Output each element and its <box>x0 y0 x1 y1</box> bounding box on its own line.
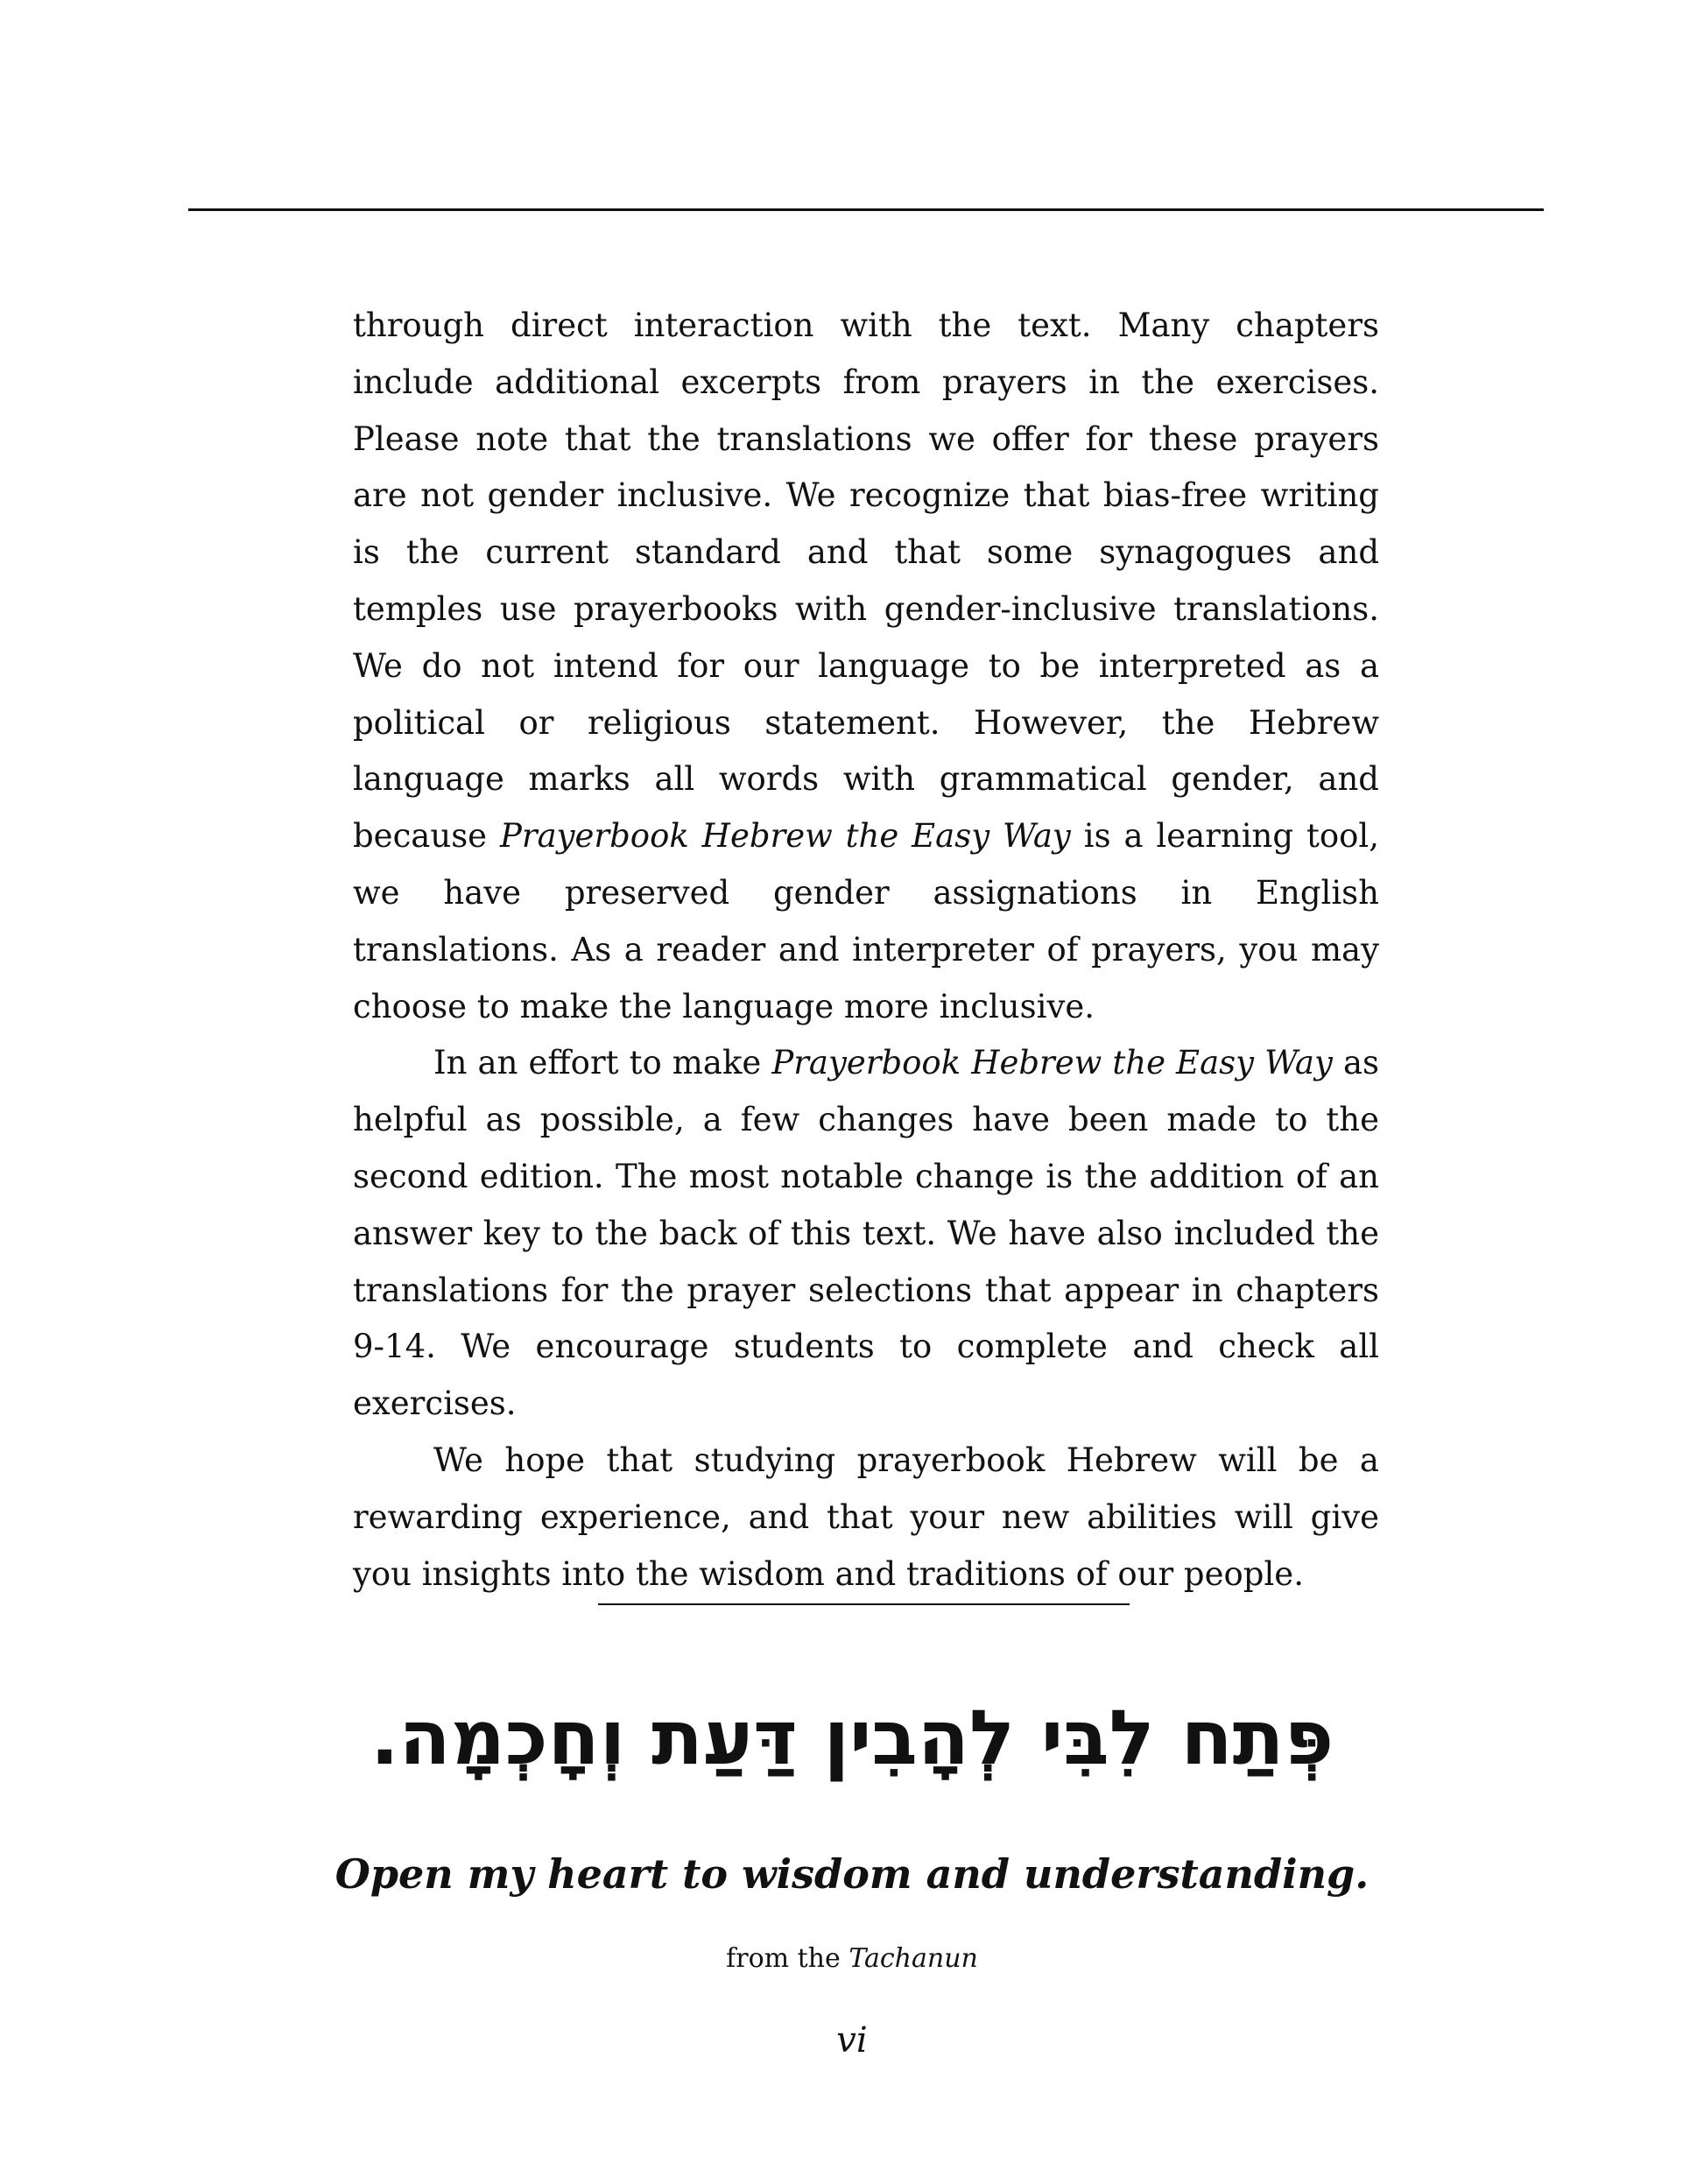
section-divider <box>598 1603 1130 1605</box>
quote-source <box>525 1940 1179 1978</box>
paragraph-3: We hope that studying prayerbook Hebrew will be a rewarding experience, and that your new abilities will give you insights into the wisdom and traditions of our people. <box>353 1441 1379 1593</box>
source-title: Tachanun <box>848 1943 978 1974</box>
paragraph-2-end: as helpful as possible, a few changes have been made to the second edition. The most notable change is the addition of an answer key to the back of this text. We have also included the translations for the prayer selections that appear in chapters 9-14. We encourage students to complete and check all exercises. <box>353 1044 1379 1423</box>
book-title: Prayerbook Hebrew the Easy Way <box>499 817 1071 856</box>
header-rule <box>188 208 1544 211</box>
body-text <box>353 298 1379 1603</box>
paragraph-1-end: is a learning tool, we have preserved gender assignations in English translations. As a reader and interpreter of prayers, you may choose to make the language more inclusive. <box>353 817 1379 1025</box>
paragraph-1 <box>353 298 1379 1035</box>
paragraph-2-start: In an effort to make <box>433 1044 762 1082</box>
source-prefix: from the <box>726 1943 841 1974</box>
paragraph-1-text: through direct interaction with the text. Many chapters include additional excerpts from prayers in the exercises. Please note that the translations we offer for these prayers are not gender inclusive. We recognize that bias-free writing is the current standard and that some synagogues and temples use prayerbooks with gender-inclusive translations. We do not intend for our language to be interpreted as a political or religious statement. However, the Hebrew language marks all words with grammatical gender, and because <box>353 306 1379 856</box>
quote-translation: Open my heart to wisdom and understanding. <box>334 1850 1370 1898</box>
book-title: Prayerbook Hebrew the Easy Way <box>771 1044 1333 1082</box>
hebrew-quote: פְּתַח לִבִּי לְהָבִין דַּעַת וְחָכְמָה. <box>370 1694 1334 1782</box>
page-number: vi <box>836 2020 868 2061</box>
paragraph-2 <box>353 1035 1379 1433</box>
